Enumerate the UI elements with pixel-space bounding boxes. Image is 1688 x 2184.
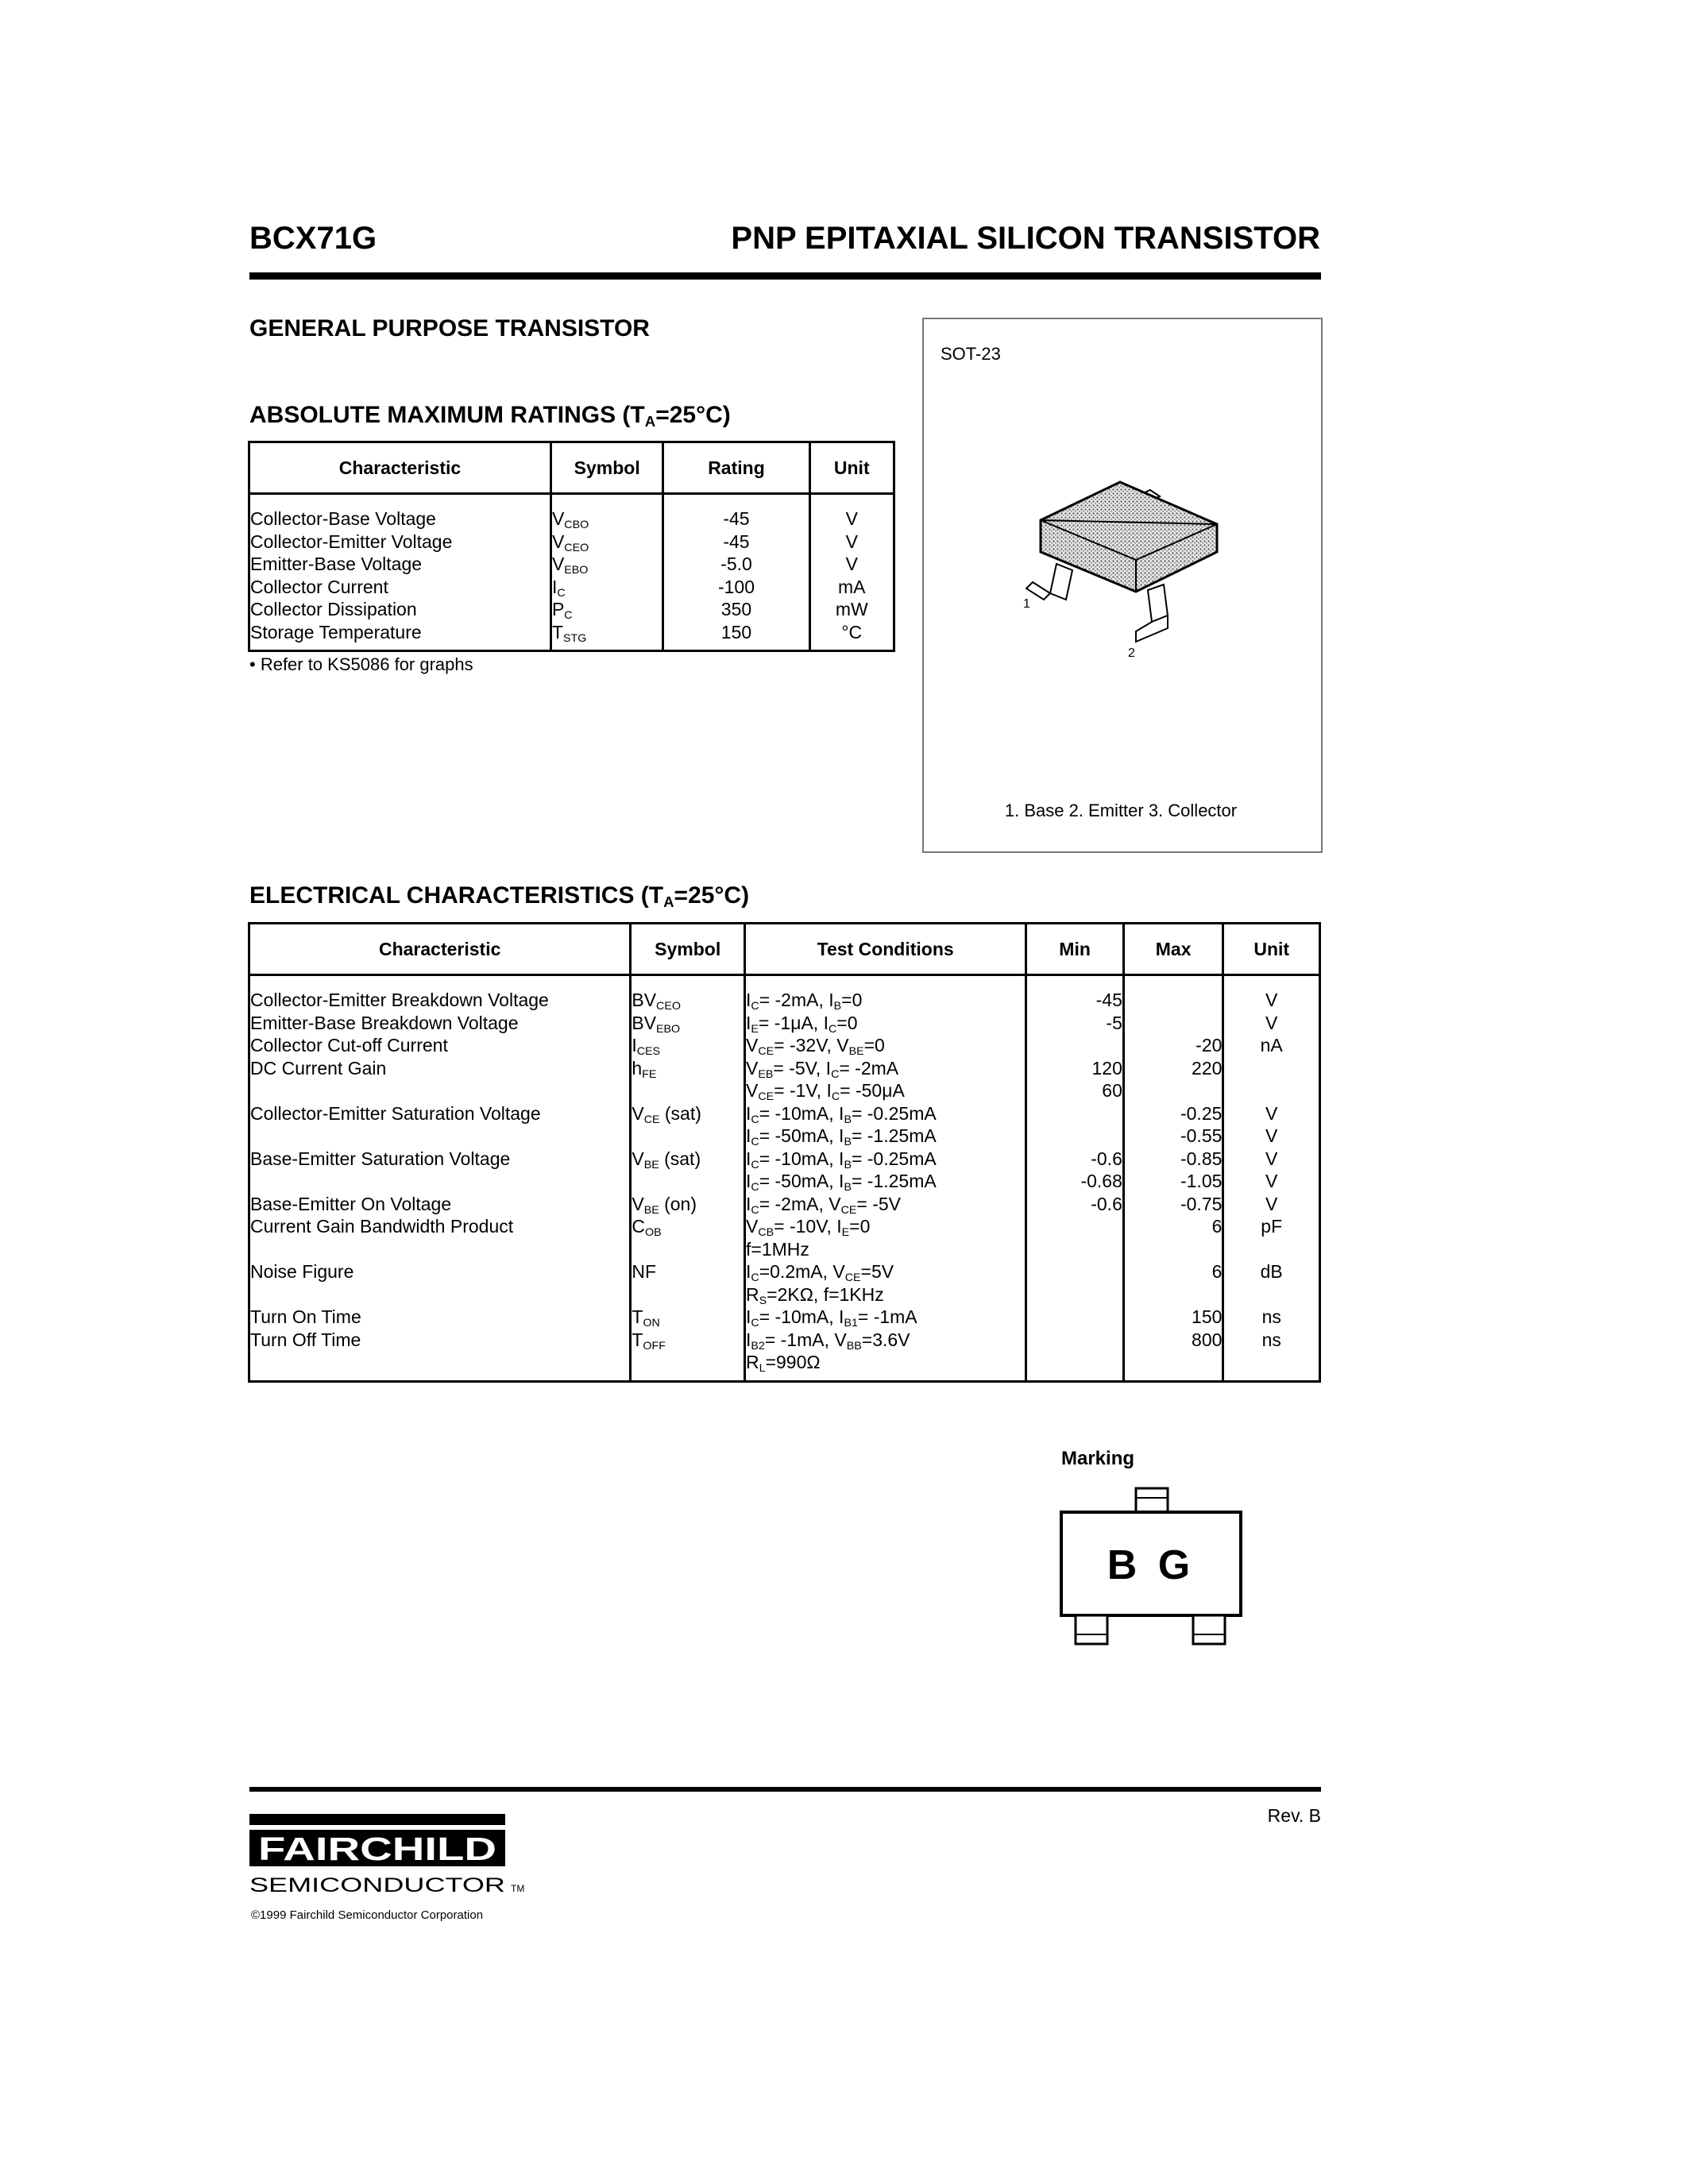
elec-symbol <box>632 1012 744 1035</box>
elec-symbol <box>632 1170 744 1193</box>
symbol-main: V <box>632 1148 644 1169</box>
symbol-main: BV <box>632 1012 657 1033</box>
symbol-main: V <box>632 1102 644 1124</box>
package-name: SOT-23 <box>941 344 1001 364</box>
pinout-caption: 1. Base 2. Emitter 3. Collector <box>1004 801 1238 820</box>
unit-value: V <box>1265 1125 1278 1146</box>
condition-text: = -1μA, I <box>758 1012 829 1033</box>
col-characteristic: Characteristic <box>249 924 631 975</box>
symbol-main: T <box>551 621 563 642</box>
test-condition <box>746 1215 1025 1238</box>
condition-text: = -10V, I <box>774 1216 842 1237</box>
symbol-subscript: EBO <box>564 563 589 577</box>
header-rule <box>249 272 1321 280</box>
min-value <box>1027 1329 1122 1352</box>
condition-text: = -10mA, I <box>759 1306 844 1327</box>
symbol-subscript: CBO <box>564 518 589 531</box>
abs-max-table <box>248 441 895 652</box>
condition-text: =0.2mA, V <box>759 1261 845 1282</box>
condition-text: = -50μA <box>840 1080 905 1101</box>
condition-text: I <box>746 1193 751 1214</box>
condition-subscript: C <box>751 1203 759 1217</box>
condition-text: V <box>746 1080 759 1101</box>
col-min: Min <box>1026 924 1124 975</box>
max-value: 220 <box>1192 1057 1223 1078</box>
test-condition <box>746 1148 1025 1171</box>
elec-characteristic: Turn On Time <box>250 1306 361 1327</box>
symbol-subscript: ON <box>643 1316 660 1329</box>
rating-unit: mW <box>835 599 868 619</box>
col-rating: Rating <box>663 442 809 494</box>
max-value: 6 <box>1211 1216 1223 1237</box>
unit-value: V <box>1265 1171 1278 1191</box>
condition-text: = -1V, I <box>774 1080 832 1101</box>
elec-characteristic <box>250 1079 629 1102</box>
unit-value <box>1224 1351 1319 1374</box>
test-condition <box>746 1329 1025 1352</box>
condition-subscript: B1 <box>844 1316 858 1329</box>
condition-subscript: C <box>751 1135 759 1148</box>
condition-text: = -2mA, V <box>759 1193 841 1214</box>
condition-subscript: C <box>831 1090 840 1103</box>
elec-title: ELECTRICAL CHARACTERISTICS (TA=25°C) <box>249 882 750 911</box>
condition-subscript: C <box>751 1113 759 1126</box>
elec-characteristic: Base-Emitter Saturation Voltage <box>250 1148 511 1169</box>
elec-characteristic: Current Gain Bandwidth Product <box>250 1216 514 1237</box>
condition-text: V <box>746 1216 759 1237</box>
symbol-subscript: EBO <box>656 1022 681 1036</box>
elec-table <box>248 922 1321 1383</box>
max-value: -20 <box>1196 1035 1223 1055</box>
abs-max-title: ABSOLUTE MAXIMUM RATINGS (TA=25°C) <box>249 402 731 430</box>
logo-subtitle: SEMICONDUCTOR <box>249 1874 505 1897</box>
elec-symbol <box>632 1193 744 1216</box>
condition-subscript: L <box>759 1361 766 1375</box>
symbol-subscript: BE <box>643 1203 659 1217</box>
condition-subscript: CB <box>758 1225 774 1239</box>
condition-subscript: B <box>844 1135 852 1148</box>
rating-unit: mA <box>838 576 866 597</box>
test-condition <box>746 1057 1025 1080</box>
condition-subscript: CE <box>758 1090 774 1103</box>
rating-symbol <box>552 576 662 599</box>
elec-symbol <box>632 1079 744 1102</box>
logo-name: FAIRCHILD <box>258 1831 496 1867</box>
condition-text: =0 <box>849 1216 871 1237</box>
rating-value: -100 <box>717 576 755 597</box>
test-condition <box>746 1306 1025 1329</box>
elec-symbol <box>632 1215 744 1238</box>
rating-value: 350 <box>720 599 752 619</box>
condition-subscript: CE <box>844 1271 861 1284</box>
condition-text: f=1MHz <box>746 1238 809 1260</box>
condition-subscript: CE <box>840 1203 857 1217</box>
elec-characteristic: Emitter-Base Breakdown Voltage <box>250 1012 519 1033</box>
symbol-main: h <box>632 1057 643 1078</box>
rating-characteristic: Emitter-Base Voltage <box>250 554 423 574</box>
max-value: 6 <box>1211 1261 1223 1282</box>
elec-characteristic: Collector-Emitter Saturation Voltage <box>250 1102 541 1124</box>
condition-text: = -50mA, I <box>759 1171 844 1191</box>
condition-text: = -1mA, V <box>764 1329 847 1350</box>
condition-subscript: B2 <box>751 1339 765 1352</box>
min-value <box>1027 1034 1122 1057</box>
symbol-subscript: OFF <box>643 1339 666 1352</box>
rating-value: -5.0 <box>720 554 752 574</box>
col-symbol: Symbol <box>550 442 663 494</box>
elec-characteristic: Collector-Emitter Breakdown Voltage <box>250 990 549 1010</box>
min-value <box>1027 1283 1122 1306</box>
elec-symbol <box>632 1238 744 1261</box>
symbol-subscript: C <box>564 608 573 622</box>
condition-text: = -0.25mA <box>851 1148 937 1169</box>
condition-subscript: B <box>844 1113 852 1126</box>
test-condition <box>746 1351 1025 1374</box>
min-value <box>1027 1125 1122 1148</box>
elec-symbol <box>632 1125 744 1148</box>
condition-text: = -50mA, I <box>759 1125 844 1146</box>
condition-text: = -5V <box>856 1193 902 1214</box>
test-condition <box>746 1193 1025 1216</box>
condition-text: I <box>746 1306 751 1327</box>
unit-value <box>1224 1079 1319 1102</box>
condition-subscript: E <box>751 1022 759 1036</box>
condition-subscript: C <box>751 1316 759 1329</box>
part-number: BCX71G <box>249 221 377 256</box>
unit-value <box>1224 1238 1319 1261</box>
max-value: -0.85 <box>1180 1148 1223 1169</box>
condition-text: I <box>746 1012 751 1033</box>
elec-symbol <box>632 1306 744 1329</box>
col-test-conditions: Test Conditions <box>745 924 1026 975</box>
elec-characteristic: Collector Cut-off Current <box>250 1035 448 1055</box>
unit-value: ns <box>1261 1306 1281 1327</box>
condition-text: =990Ω <box>765 1352 821 1372</box>
condition-text: I <box>746 1329 751 1350</box>
general-title: GENERAL PURPOSE TRANSISTOR <box>249 315 650 341</box>
condition-text: R <box>746 1352 759 1372</box>
elec-symbol <box>632 1283 744 1306</box>
rating-symbol <box>552 598 662 621</box>
min-value: -0.6 <box>1091 1193 1122 1214</box>
elec-characteristic <box>250 1238 629 1261</box>
elec-characteristic <box>250 1170 629 1193</box>
unit-value: V <box>1265 1148 1278 1169</box>
min-value: -0.6 <box>1091 1148 1122 1169</box>
condition-text: =5V <box>860 1261 894 1282</box>
symbol-main: P <box>551 599 565 619</box>
max-value <box>1125 1012 1223 1035</box>
col-unit: Unit <box>809 442 894 494</box>
max-value <box>1125 1283 1223 1306</box>
min-value <box>1027 1215 1122 1238</box>
condition-subscript: BB <box>846 1339 862 1352</box>
test-condition <box>746 1238 1025 1261</box>
condition-text: = -5V, I <box>773 1057 832 1078</box>
unit-value: V <box>1265 1012 1278 1033</box>
condition-subscript: C <box>751 1271 759 1284</box>
unit-value: dB <box>1260 1261 1283 1282</box>
max-value: -0.75 <box>1180 1193 1223 1214</box>
rating-symbol <box>552 621 662 644</box>
condition-text: =0 <box>841 990 863 1010</box>
max-value: -0.55 <box>1180 1125 1223 1146</box>
symbol-main: I <box>551 576 558 597</box>
test-condition <box>746 1079 1025 1102</box>
col-unit: Unit <box>1223 924 1320 975</box>
symbol-main: V <box>551 508 565 529</box>
test-condition <box>746 1125 1025 1148</box>
unit-value: ns <box>1261 1329 1281 1350</box>
elec-characteristic: Base-Emitter On Voltage <box>250 1193 452 1214</box>
unit-value: V <box>1265 990 1278 1010</box>
symbol-suffix: (on) <box>659 1193 697 1214</box>
min-value: 120 <box>1091 1057 1122 1078</box>
unit-value: V <box>1265 1193 1278 1214</box>
condition-text: = -1.25mA <box>851 1125 937 1146</box>
copyright: ©1999 Fairchild Semiconductor Corporation <box>251 1908 484 1922</box>
part-description: PNP EPITAXIAL SILICON TRANSISTOR <box>731 221 1320 256</box>
max-value <box>1125 1351 1223 1374</box>
elec-characteristic <box>250 1351 629 1374</box>
condition-text: = -10mA, I <box>759 1148 844 1169</box>
rating-value: -45 <box>723 531 750 552</box>
min-value <box>1027 1102 1122 1125</box>
symbol-main: T <box>632 1329 643 1350</box>
condition-text: V <box>746 1057 759 1078</box>
marking-drawing <box>1056 1485 1247 1652</box>
sot23-package-drawing <box>1009 480 1247 663</box>
condition-text: = -10mA, I <box>759 1102 844 1124</box>
elec-characteristic <box>250 1125 629 1148</box>
condition-text: I <box>746 1125 751 1146</box>
unit-value: V <box>1265 1102 1278 1124</box>
col-characteristic: Characteristic <box>249 442 551 494</box>
condition-text: = -1mA <box>857 1306 917 1327</box>
rating-characteristic: Collector-Emitter Voltage <box>250 531 453 552</box>
min-value: -0.68 <box>1080 1171 1122 1191</box>
rating-unit: V <box>845 508 858 529</box>
rating-unit: V <box>845 554 858 574</box>
elec-characteristic: Turn Off Time <box>250 1329 361 1350</box>
condition-subscript: B <box>833 999 842 1013</box>
symbol-subscript: FE <box>642 1067 657 1081</box>
min-value <box>1027 1351 1122 1374</box>
symbol-subscript: CEO <box>656 999 681 1013</box>
unit-value: pF <box>1261 1216 1283 1237</box>
rating-characteristic: Collector Dissipation <box>250 599 417 619</box>
rating-characteristic: Collector-Base Voltage <box>250 508 436 529</box>
test-condition <box>746 1170 1025 1193</box>
condition-text: =3.6V <box>861 1329 910 1350</box>
rating-value: 150 <box>720 621 752 642</box>
rating-symbol <box>552 507 662 531</box>
symbol-main: V <box>551 554 565 574</box>
max-value <box>1125 989 1223 1012</box>
unit-value <box>1224 1283 1319 1306</box>
max-value: -0.25 <box>1180 1102 1223 1124</box>
symbol-main: C <box>632 1216 645 1237</box>
pin1-label: 1 <box>1023 597 1030 611</box>
symbol-suffix: (sat) <box>659 1148 701 1169</box>
condition-text: = -2mA, I <box>759 990 834 1010</box>
test-condition <box>746 989 1025 1012</box>
condition-text: R <box>746 1283 759 1305</box>
condition-text: = -1.25mA <box>851 1171 937 1191</box>
test-condition <box>746 1034 1025 1057</box>
graphs-note: • Refer to KS5086 for graphs <box>249 654 473 674</box>
max-value <box>1125 1238 1223 1261</box>
symbol-suffix: (sat) <box>659 1102 701 1124</box>
unit-value <box>1224 1057 1319 1080</box>
condition-subscript: CE <box>758 1044 774 1058</box>
condition-text: =0 <box>836 1012 858 1033</box>
elec-symbol <box>632 1351 744 1374</box>
max-value: -1.05 <box>1180 1171 1223 1191</box>
min-value: -45 <box>1095 990 1122 1010</box>
test-condition <box>746 1260 1025 1283</box>
trademark: TM <box>511 1883 525 1894</box>
condition-text: = -0.25mA <box>851 1102 937 1124</box>
condition-subscript: C <box>751 999 759 1013</box>
marking-title: Marking <box>1061 1448 1135 1469</box>
condition-text: = -2mA <box>839 1057 899 1078</box>
rating-unit: °C <box>841 621 863 642</box>
condition-text: I <box>746 1148 751 1169</box>
test-condition <box>746 1102 1025 1125</box>
elec-symbol <box>632 1057 744 1080</box>
pin2-label: 2 <box>1128 646 1135 660</box>
marking-code: B G <box>1107 1542 1196 1588</box>
rating-symbol <box>552 531 662 554</box>
max-value: 150 <box>1192 1306 1223 1327</box>
min-value <box>1027 1238 1122 1261</box>
condition-subscript: C <box>751 1158 759 1171</box>
condition-subscript: B <box>844 1180 852 1194</box>
revision: Rev. B <box>1267 1805 1321 1826</box>
symbol-subscript: CE <box>643 1113 660 1126</box>
condition-subscript: C <box>831 1067 840 1081</box>
condition-text: I <box>746 1261 751 1282</box>
condition-text: =2KΩ, f=1KHz <box>767 1283 884 1305</box>
rating-unit: V <box>845 531 858 552</box>
fairchild-logo <box>249 1811 535 1906</box>
rating-characteristic: Storage Temperature <box>250 621 422 642</box>
condition-subscript: EB <box>758 1067 774 1081</box>
max-value: 800 <box>1192 1329 1223 1350</box>
rating-value: -45 <box>723 508 750 529</box>
condition-text: I <box>746 990 751 1010</box>
condition-text: I <box>746 1102 751 1124</box>
elec-characteristic: Noise Figure <box>250 1261 354 1282</box>
symbol-subscript: CES <box>636 1044 661 1058</box>
elec-symbol <box>632 989 744 1012</box>
rating-symbol <box>552 553 662 576</box>
col-max: Max <box>1123 924 1223 975</box>
condition-text: V <box>746 1035 759 1055</box>
condition-subscript: C <box>751 1180 759 1194</box>
test-condition <box>746 1283 1025 1306</box>
symbol-main: BV <box>632 990 657 1010</box>
elec-symbol <box>632 1034 744 1057</box>
elec-symbol <box>632 1329 744 1352</box>
symbol-subscript: STG <box>563 631 587 645</box>
elec-symbol <box>632 1148 744 1171</box>
condition-subscript: S <box>759 1294 767 1307</box>
condition-subscript: C <box>828 1022 837 1036</box>
min-value: 60 <box>1102 1080 1122 1101</box>
condition-text: I <box>746 1171 751 1191</box>
symbol-main: V <box>632 1193 644 1214</box>
max-value <box>1125 1079 1223 1102</box>
elec-characteristic <box>250 1283 629 1306</box>
min-value: -5 <box>1106 1012 1122 1033</box>
condition-subscript: BE <box>848 1044 864 1058</box>
test-condition <box>746 1012 1025 1035</box>
symbol-main: I <box>632 1035 637 1055</box>
unit-value: nA <box>1260 1035 1283 1055</box>
col-symbol: Symbol <box>631 924 745 975</box>
symbol-subscript: CEO <box>564 541 589 554</box>
symbol-main: NF <box>632 1261 657 1282</box>
footer-rule <box>249 1787 1321 1792</box>
condition-text: = -32V, V <box>774 1035 849 1055</box>
symbol-subscript: C <box>557 586 566 600</box>
condition-subscript: B <box>844 1158 852 1171</box>
elec-symbol <box>632 1102 744 1125</box>
rating-characteristic: Collector Current <box>250 576 388 597</box>
condition-subscript: E <box>841 1225 850 1239</box>
elec-characteristic: DC Current Gain <box>250 1057 387 1078</box>
symbol-main: T <box>632 1306 643 1327</box>
elec-symbol <box>632 1260 744 1283</box>
condition-text: =0 <box>863 1035 885 1055</box>
min-value <box>1027 1260 1122 1283</box>
symbol-subscript: OB <box>644 1225 662 1239</box>
symbol-main: V <box>551 531 565 552</box>
min-value <box>1027 1306 1122 1329</box>
symbol-subscript: BE <box>643 1158 659 1171</box>
